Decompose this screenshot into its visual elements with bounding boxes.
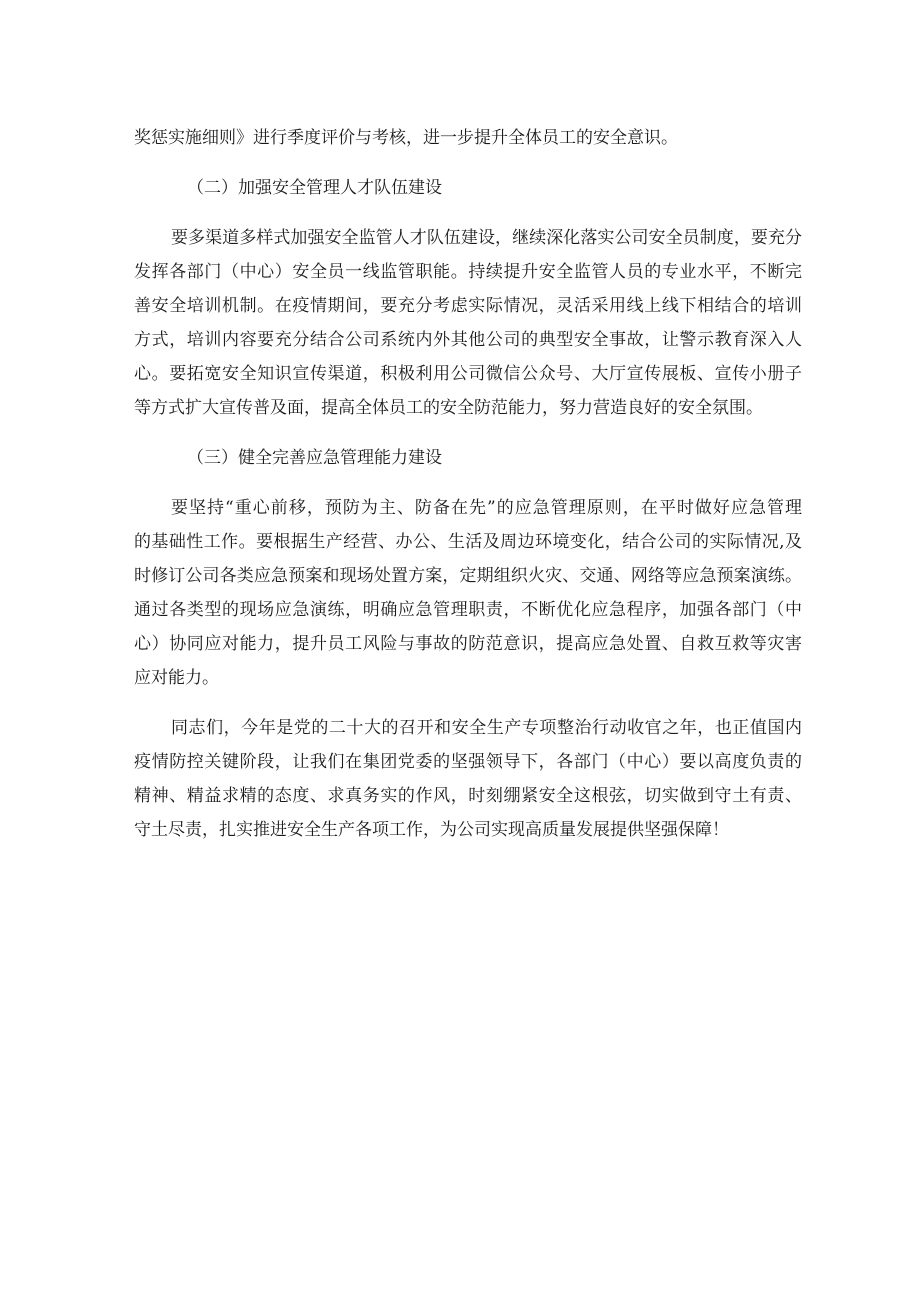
text-line: 心。要拓宽安全知识宣传渠道，积极利用公司微信公众号、大厅宣传展板、宣传小册子: [134, 364, 802, 384]
paragraph-talent-team: [134, 221, 802, 425]
text-line: 疫情防控关键阶段，让我们在集团党委的坚强领导下，各部门（中心）要以高度负责的: [134, 752, 802, 772]
paragraph-continuation: [134, 121, 802, 155]
text-line: 守土尽责，扎实推进安全生产各项工作，为公司实现高质量发展提供坚强保障！: [134, 820, 729, 840]
text-line: 善安全培训机制。在疫情期间，要充分考虑实际情况，灵活采用线上线下相结合的培训: [134, 296, 802, 316]
text-line: 方式，培训内容要充分结合公司系统内外其他公司的典型安全事故，让警示教育深入人: [134, 330, 802, 350]
text-line: 通过各类型的现场应急演练，明确应急管理职责，不断优化应急程序，加强各部门（中: [134, 600, 802, 620]
section-heading-3: （三）健全完善应急管理能力建设: [187, 448, 442, 468]
paragraph-emergency-management: [134, 491, 802, 695]
text-line: 要多渠道多样式加强安全监管人才队伍建设，继续深化落实公司安全员制度，要充分: [171, 228, 802, 248]
text-line: 的基础性工作。要根据生产经营、办公、生活及周边环境变化，结合公司的实际情况,及: [134, 532, 802, 552]
text-line: 心）协同应对能力，提升员工风险与事故的防范意识，提高应急处置、自救互救等灾害: [134, 634, 802, 654]
text-line: 奖惩实施细则》进行季度评价与考核，进一步提升全体员工的安全意识。: [134, 128, 678, 148]
text-line: 应对能力。: [134, 668, 219, 688]
section-heading-2: （二）加强安全管理人才队伍建设: [187, 178, 442, 198]
document-body: [134, 121, 802, 847]
text-line: 等方式扩大宣传普及面，提高全体员工的安全防范能力，努力营造良好的安全氛围。: [134, 398, 763, 418]
text-line: 要坚持“重心前移，预防为主、防备在先”的应急管理原则，在平时做好应急管理: [171, 498, 802, 518]
paragraph-closing: [134, 711, 802, 847]
text-line: 精神、精益求精的态度、求真务实的作风，时刻绷紧安全这根弦，切实做到守土有责、: [134, 786, 802, 806]
text-line: 同志们，今年是党的二十大的召开和安全生产专项整治行动收官之年，也正值国内: [171, 718, 802, 738]
text-line: 发挥各部门（中心）安全员一线监管职能。持续提升安全监管人员的专业水平，不断完: [134, 262, 802, 282]
text-line: 时修订公司各类应急预案和现场处置方案，定期组织火灾、交通、网络等应急预案演练。: [134, 566, 802, 586]
